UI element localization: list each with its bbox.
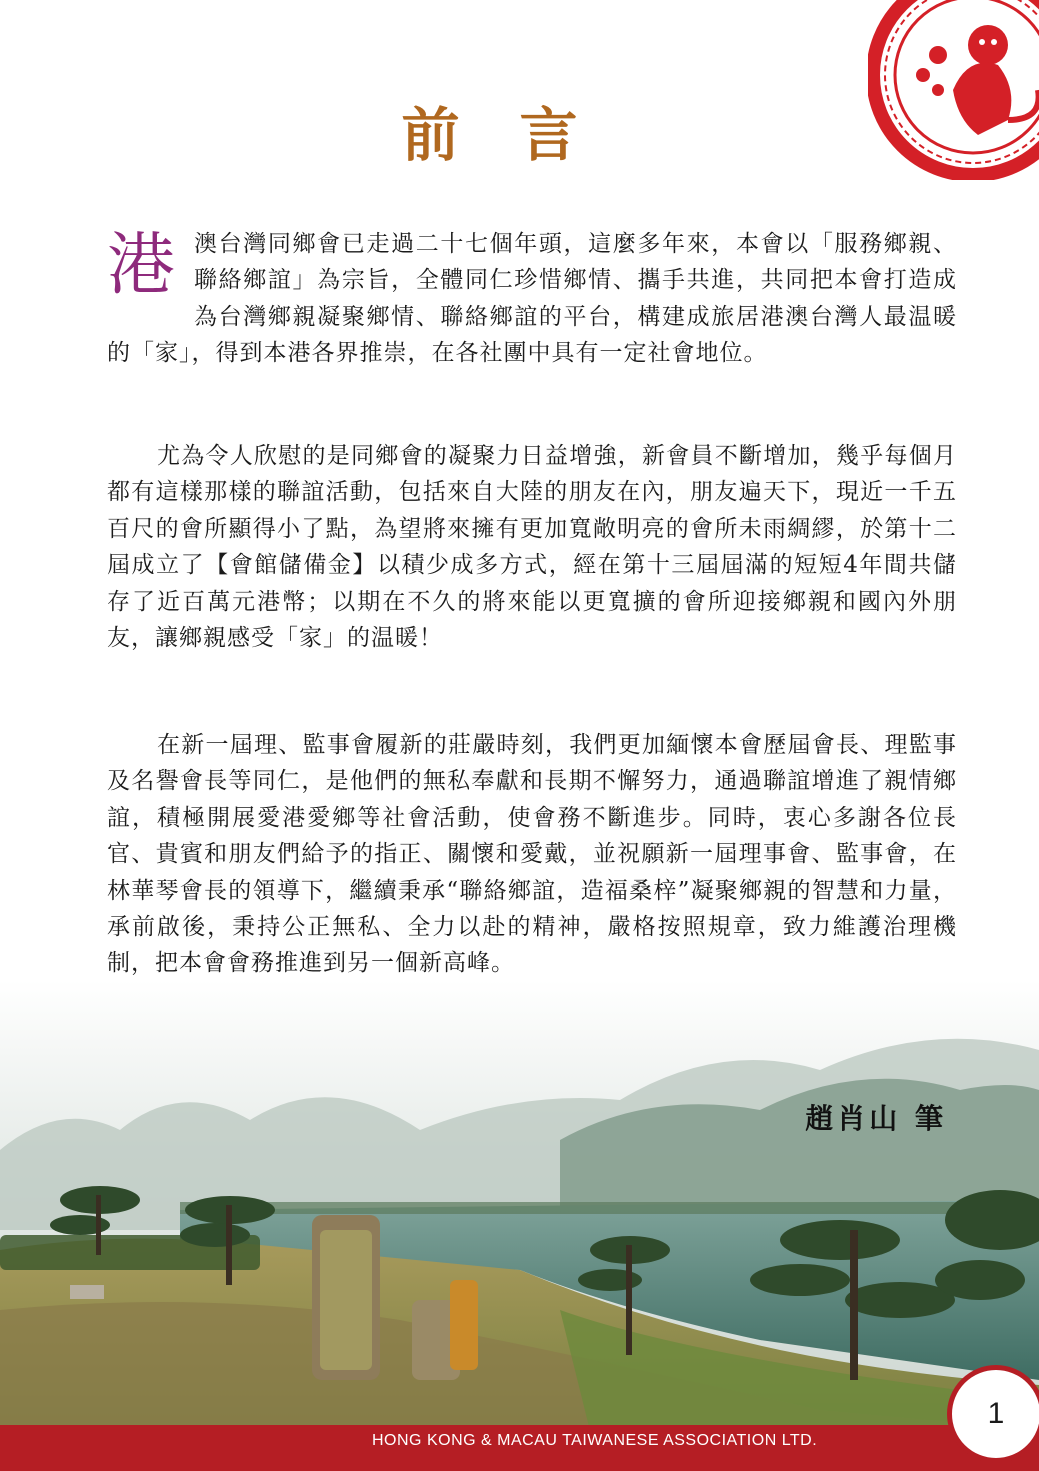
lake-landscape-image <box>0 980 1039 1471</box>
paragraph-3: 在新一屆理、監事會履新的莊嚴時刻，我們更加緬懷本會歷屆會長、理監事及名譽會長等同仁，是他們的無私奉獻和長期不懈努力，通過聯誼增進了親情鄉誼，積極開展愛港愛鄉等社會活動，使會務不斷進步。同時，衷心多謝各位長官、貴賓和朋友們給予的指正、關懷和愛戴，並祝願新一屆理事會、監事會，在林華琴會長的領導下，繼續秉承“聯絡鄉誼，造福桑梓”凝聚鄉親的智慧和力量，承前啟後，秉持公正無私、全力以赴的精神，嚴格按照規章，致力維護治理機制，把本會會務推進到另一個新高峰。 <box>107 732 957 977</box>
footer-organization: HONG KONG & MACAU TAIWANESE ASSOCIATION LTD. <box>372 1432 818 1449</box>
drop-cap: 港 <box>107 226 177 305</box>
paragraph-2: 尤為令人欣慰的是同鄉會的凝聚力日益增強，新會員不斷增加，幾乎每個月都有這樣那樣的聯誼活動，包括來自大陸的朋友在內，朋友遍天下，現近一千五百尺的會所顯得小了點，為望將來擁有更加寬敞明亮的會所未雨綢繆，於第十二屆成立了【會館儲備金】以積少成多方式，經在第十三屆屆滿的短短4年間共儲存了近百萬元港幣；以期在不久的將來能以更寬擴的會所迎接鄉親和國內外朋友，讓鄉親感受「家」的温暖！ <box>107 443 957 652</box>
page-title: 前言 <box>401 101 638 169</box>
author-signature: 趙肖山 筆 <box>805 1102 947 1135</box>
page-number: 1 <box>987 1397 1005 1430</box>
page-number-badge <box>947 1365 1039 1463</box>
paragraph-1-text: 澳台灣同鄉會已走過二十七個年頭，這麼多年來，本會以「服務鄉親、聯絡鄉誼」為宗旨，全體同仁珍惜鄉情、攜手共進，共同把本會打造成為台灣鄉親凝聚鄉情、聯絡鄉誼的平台，構建成旅居港澳台灣人最温暖的「家」，得到本港各界推崇，在各社團中具有一定社會地位。 <box>107 231 957 367</box>
paragraph-1 <box>107 226 957 372</box>
